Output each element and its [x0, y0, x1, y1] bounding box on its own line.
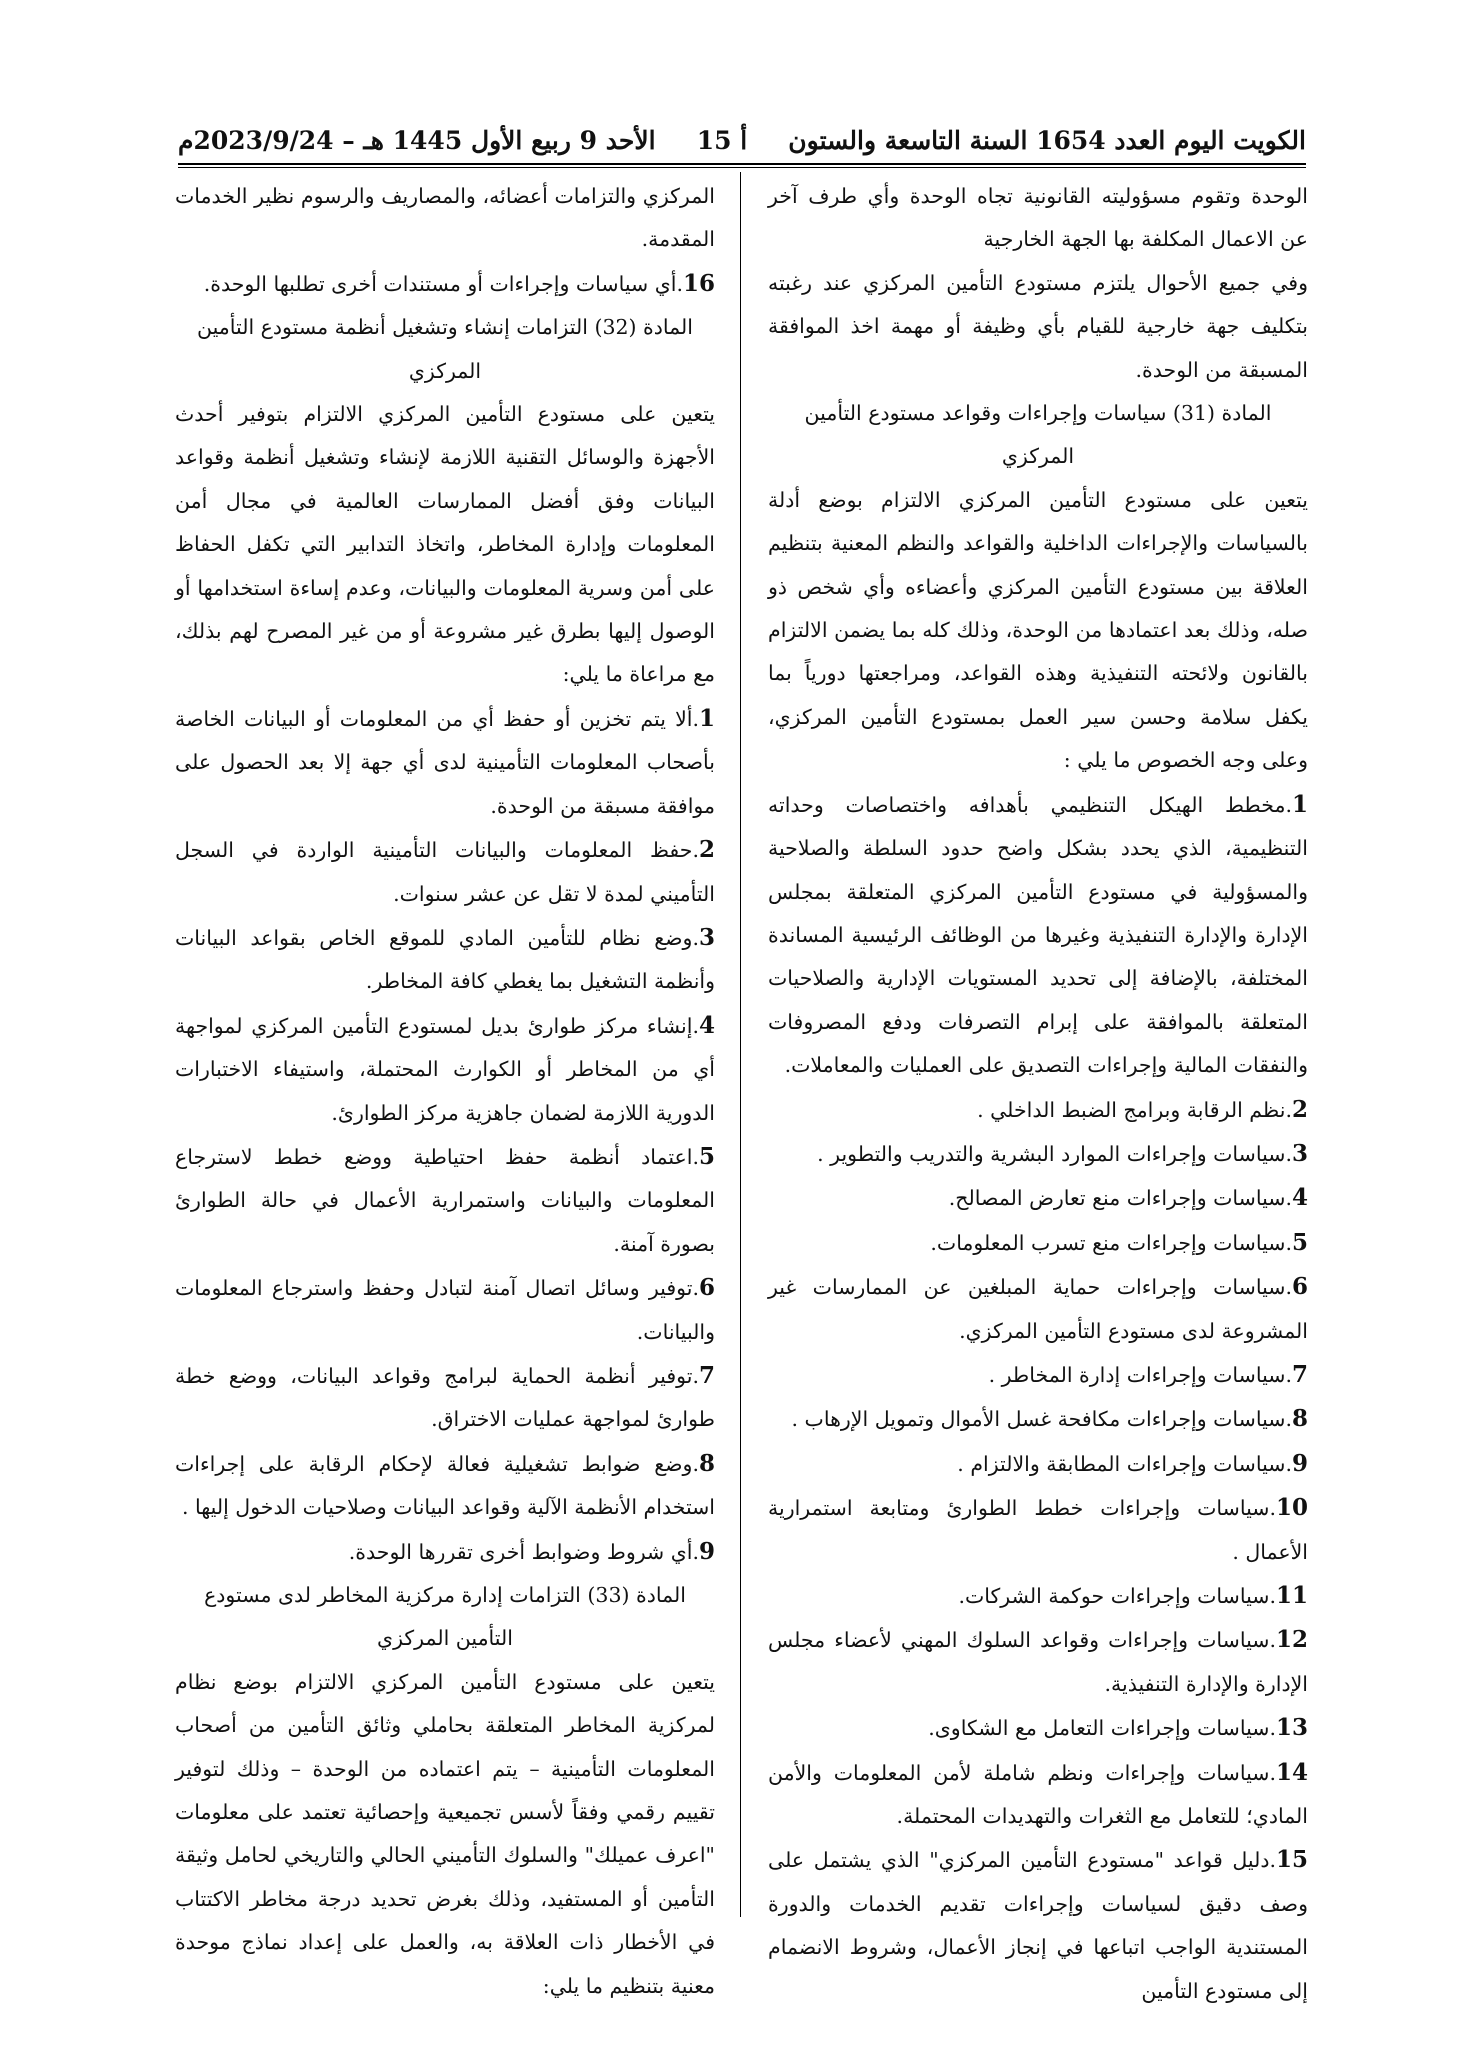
list-item: [768, 1486, 1308, 1574]
list-item-number: 2: [698, 836, 715, 864]
list-item-number: 9: [1291, 1449, 1308, 1477]
list-item-text: .مخطط الهيكل التنظيمي بأهدافه واختصاصات وحداته التنظيمية، الذي يحدد بشكل واضح حدود السلطة والصلاحية والمسؤولية في مستودع التأمين المركزي المتعلقة بمجلس الإدارة والإدارة التنفيذية وغيرها من الوظائف الرئيسية المساندة المختلفة، بالإضافة إلى تحديد المستويات الإدارية والصلاحيات المتعلقة بالموافقة على إبرام التصرفات ودفع المصروفات والنفقات المالية وإجراءات التصديق على العمليات والمعاملات.: [768, 792, 1308, 1078]
paragraph: يتعين على مستودع التأمين المركزي الالتزام بوضع أدلة بالسياسات والإجراءات الداخلية والقواعد والنظم المعنية بتنظيم العلاقة بين مستودع التأمين المركزي وأعضاءه وأي شخص ذو صله، وذلك بعد اعتمادها من الوحدة، وذلك كله بما يضمن الالتزام بالقانون ولائحته التنفيذية وهذه القواعد، ومراجعتها دورياً بما يكفل سلامة وحسن سير العمل بمستودع التأمين المركزي، وعلى وجه الخصوص ما يلي :: [768, 487, 1308, 773]
right-column: [768, 175, 1308, 2013]
list-item-number: 11: [1275, 1582, 1308, 1609]
list-item-text: .سياسات وإجراءات إدارة المخاطر .: [988, 1362, 1292, 1387]
list-item: [175, 1135, 715, 1266]
list-item-number: 3: [698, 923, 715, 951]
list-item-text: .وضع ضوابط تشغيلية فعالة لإحكام الرقابة على إجراءات استخدام الأنظمة الآلية وقواعد البيانات وصلاحيات الدخول إليها .: [175, 1451, 715, 1520]
list-item: [768, 1706, 1308, 1750]
list-item: [175, 1004, 715, 1135]
paragraph: المركزي والتزامات أعضائه، والمصاريف والرسوم نظير الخدمات المقدمة.: [175, 184, 715, 252]
list-item-number: 8: [1291, 1405, 1308, 1433]
list-item-text: .سياسات وإجراءات التعامل مع الشكاوى.: [928, 1716, 1276, 1741]
list-item: [768, 783, 1308, 1088]
header-issue-info: الكويت اليوم العدد 1654 السنة التاسعة والستون: [788, 125, 1306, 155]
article-33-heading: المادة (33) التزامات إدارة مركزية المخاطر لدى مستودع التأمين المركزي: [204, 1583, 686, 1651]
list-item: [768, 1618, 1308, 1706]
header-rule: [178, 163, 1306, 165]
list-item-number: 1: [1291, 790, 1308, 818]
list-item-number: 12: [1275, 1626, 1308, 1654]
list-item: [768, 1132, 1308, 1176]
list-item-number: 4: [698, 1011, 715, 1039]
article-32-list: [175, 697, 715, 1574]
list-item: [768, 1397, 1308, 1441]
article-31-list: [768, 783, 1308, 2013]
paragraph: الوحدة وتقوم مسؤوليته القانونية تجاه الوحدة وأي طرف آخر عن الاعمال المكلفة بها الجهة الخارجية: [768, 184, 1308, 252]
list-item-text: .توفير وسائل اتصال آمنة لتبادل وحفظ واسترجاع المعلومات والبيانات.: [175, 1276, 715, 1344]
list-item: [768, 1265, 1308, 1353]
list-item-number: 6: [698, 1274, 715, 1302]
list-item: [768, 1751, 1308, 1839]
list-item-number: 13: [1275, 1714, 1308, 1742]
list-item-number: 5: [1291, 1228, 1308, 1256]
paragraph: يتعين على مستودع التأمين المركزي الالتزام بتوفير أحدث الأجهزة والوسائل التقنية اللازمة لإنشاء وتشغيل أنظمة وقواعد البيانات وفق أفضل الممارسات العالمية في مجال أمن المعلومات وإدارة المخاطر، واتخاذ التدابير التي تكفل الحفاظ على أمن وسرية المعلومات والبيانات، وعدم إساءة استخدامها أو الوصول إليها بطرق غير مشروعة أو من غير المصرح لهم بذلك، مع مراعاة ما يلي:: [175, 402, 715, 687]
paragraph: وفي جميع الأحوال يلتزم مستودع التأمين المركزي عند رغبته بتكليف جهة خارجية للقيام بأي وظيفة أو مهمة اخذ الموافقة المسبقة من الوحدة.: [768, 270, 1308, 382]
list-item-number: 4: [1291, 1184, 1308, 1212]
list-item-number: 7: [698, 1361, 715, 1389]
list-item-number: 15: [1275, 1846, 1308, 1874]
list-item-number: 9: [698, 1537, 715, 1565]
article-31-heading: المادة (31) سياسات وإجراءات وقواعد مستودع التأمين المركزي: [804, 401, 1272, 469]
left-column: [175, 175, 715, 2008]
list-item-number: 1: [698, 704, 715, 732]
list-item: [175, 828, 715, 916]
list-item-text: .سياسات وإجراءات منع تسرب المعلومات.: [930, 1230, 1292, 1255]
list-item: [768, 1088, 1308, 1132]
list-item-text: .سياسات وإجراءات المطابقة والالتزام .: [957, 1451, 1292, 1476]
list-item: [175, 1442, 715, 1530]
header-rule-thin: [178, 167, 1306, 168]
list-item-number: 10: [1275, 1494, 1308, 1522]
list-item: [175, 1530, 715, 1574]
list-item: [768, 1442, 1308, 1486]
list-item-text: .سياسات وإجراءات وقواعد السلوك المهني لأعضاء مجلس الإدارة والإدارة التنفيذية.: [768, 1628, 1308, 1696]
list-item-text: .سياسات وإجراءات حوكمة الشركات.: [958, 1584, 1276, 1608]
list-item-text: .سياسات وإجراءات حماية المبلغين عن الممارسات غير المشروعة لدى مستودع التأمين المركزي.: [768, 1275, 1308, 1343]
list-item-number: 5: [698, 1142, 715, 1170]
list-item: [768, 1574, 1308, 1618]
list-item-text: .أي شروط وضوابط أخرى تقررها الوحدة.: [348, 1539, 699, 1564]
list-item-text: .دليل قواعد "مستودع التأمين المركزي" الذي يشتمل على وصف دقيق لسياسات وإجراءات تقديم الخدمات والدورة المستندية الواجب اتباعها في إنجاز الأعمال، وشروط الانضمام إلى مستودع التأمين: [768, 1848, 1308, 2003]
list-item: 16.أي سياسات وإجراءات أو مستندات أخرى تطلبها الوحدة.: [203, 269, 715, 297]
header-page-number: أ 15: [696, 125, 748, 155]
header-date: الأحد 9 ربيع الأول 1445 هـ – 2023/9/24م: [178, 125, 656, 155]
page-header: [178, 118, 1306, 162]
list-item-text: .سياسات وإجراءات خطط الطوارئ ومتابعة استمرارية الأعمال .: [768, 1496, 1308, 1564]
list-item: [175, 1354, 715, 1442]
list-item-text: .وضع نظام للتأمين المادي للموقع الخاص بقواعد البيانات وأنظمة التشغيل بما يغطي كافة المخاطر.: [175, 925, 715, 994]
list-item-number: 6: [1291, 1273, 1308, 1301]
list-item: [768, 1838, 1308, 2013]
list-item-text: .سياسات وإجراءات ونظم شاملة لأمن المعلومات والأمن المادي؛ للتعامل مع الثغرات والتهديدات المحتملة.: [768, 1760, 1308, 1829]
list-item: [175, 916, 715, 1004]
list-item-number: 7: [1291, 1360, 1308, 1388]
list-item-text: .حفظ المعلومات والبيانات التأمينية الواردة في السجل التأميني لمدة لا تقل عن عشر سنوات.: [175, 838, 715, 906]
list-item: [175, 697, 715, 828]
list-item-text: .سياسات وإجراءات مكافحة غسل الأموال وتمويل الإرهاب .: [791, 1407, 1292, 1432]
list-item: [175, 1266, 715, 1354]
list-item-text: .ألا يتم تخزين أو حفظ أي من المعلومات أو البيانات الخاصة بأصحاب المعلومات التأمينية لدى أي جهة إلا بعد الحصول على موافقة مسبقة من الوحدة.: [175, 706, 715, 818]
list-item-text: .نظم الرقابة وبرامج الضبط الداخلي .: [977, 1097, 1292, 1122]
list-item: [768, 1353, 1308, 1397]
list-item-number: 3: [1291, 1139, 1308, 1167]
list-item-text: .سياسات وإجراءات منع تعارض المصالح.: [948, 1186, 1292, 1211]
list-item-number: 2: [1291, 1095, 1308, 1123]
list-item-text: .سياسات وإجراءات الموارد البشرية والتدريب والتطوير .: [817, 1141, 1292, 1166]
list-item-number: 8: [698, 1449, 715, 1477]
article-32-heading: المادة (32) التزامات إنشاء وتشغيل أنظمة مستودع التأمين المركزي: [197, 315, 693, 383]
list-item: [768, 1176, 1308, 1220]
list-item-text: .اعتماد أنظمة حفظ احتياطية ووضع خطط لاسترجاع المعلومات والبيانات واستمرارية الأعمال في حالة الطوارئ بصورة آمنة.: [175, 1144, 715, 1256]
paragraph: يتعين على مستودع التأمين المركزي الالتزام بوضع نظام لمركزية المخاطر المتعلقة بحاملي وثائق التأمين من أصحاب المعلومات التأمينية – يتم اعتماده من الوحدة – وذلك لتوفير تقييم رقمي وفقاً لأسس تجميعية وإحصائية تعتمد على معلومات "اعرف عميلك" والسلوك التأميني الحالي والتاريخي لحامل وثيقة التأمين أو المستفيد، وذلك بغرض تحديد درجة مخاطر الاكتتاب في الأخطار ذات العلاقة به، والعمل على إعداد نماذج موحدة معنية بتنظيم ما يلي:: [175, 1669, 715, 1998]
list-item-number: 14: [1275, 1758, 1308, 1786]
list-item-text: .إنشاء مركز طوارئ بديل لمستودع التأمين المركزي لمواجهة أي من المخاطر أو الكوارث المحتملة، واستيفاء الاختبارات الدورية اللازمة لضمان جاهزية مركز الطوارئ.: [175, 1013, 715, 1125]
list-item: [768, 1221, 1308, 1265]
list-item-text: .توفير أنظمة الحماية لبرامج وقواعد البيانات، ووضع خطة طوارئ لمواجهة عمليات الاختراق.: [175, 1363, 715, 1432]
column-divider: [740, 172, 741, 1917]
